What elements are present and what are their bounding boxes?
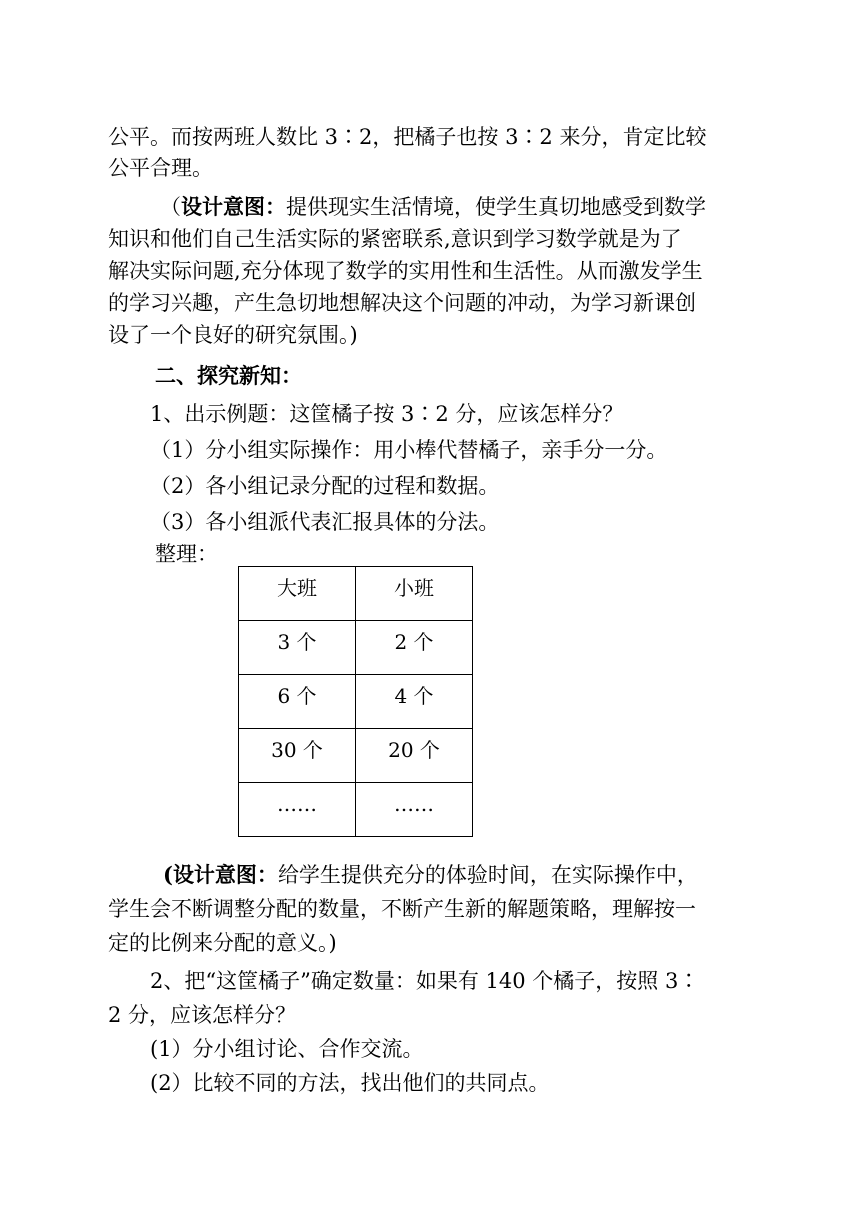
design-note-2-line-2: 学生会不断调整分配的数量，不断产生新的解题策略，理解按一 xyxy=(108,897,696,921)
step-2-sub-2: (2）比较不同的方法，找出他们的共同点。 xyxy=(150,1071,550,1095)
table-row xyxy=(239,675,473,729)
design-note-1-line-4: 的学习兴趣，产生急切地想解决这个问题的冲动，为学习新课创 xyxy=(108,291,696,315)
table-cell: 20 个 xyxy=(356,729,473,783)
design-note-1-open: （ xyxy=(160,195,181,219)
design-note-1-line-3: 解决实际问题,充分体现了数学的实用性和生活性。从而激发学生 xyxy=(108,259,703,283)
design-note-2-text: 给学生提供充分的体验时间，在实际操作中， xyxy=(277,863,698,887)
design-note-2-line-1 xyxy=(163,861,698,889)
table-header-cell: 大班 xyxy=(239,567,356,621)
table-row xyxy=(239,621,473,675)
section-heading: 二、探究新知： xyxy=(155,363,302,388)
distribution-table xyxy=(238,566,473,837)
table-row xyxy=(239,729,473,783)
step-2-line-2: 2 分，应该怎样分？ xyxy=(108,1003,297,1027)
design-note-1-text: 提供现实生活情境，使学生真切地感受到数学 xyxy=(286,195,706,219)
design-note-1-line-1 xyxy=(160,193,706,221)
table-header-cell: 小班 xyxy=(356,567,473,621)
step-1-sub-3: （3）各小组派代表汇报具体的分法。 xyxy=(150,510,500,534)
step-2-line-1: 2、把“这筐橘子”确定数量：如果有 140 个橘子，按照 3∶ xyxy=(150,969,700,993)
step-1-sub-1: （1）分小组实际操作：用小棒代替橘子，亲手分一分。 xyxy=(150,438,668,462)
step-1-title: 1、出示例题：这筐橘子按 3∶2 分，应该怎样分？ xyxy=(150,402,624,426)
table-cell: 4 个 xyxy=(356,675,473,729)
design-note-2-open: ( xyxy=(163,862,173,887)
table-cell: 3 个 xyxy=(239,621,356,675)
table-cell: …… xyxy=(239,783,356,837)
summary-label: 整理： xyxy=(155,542,218,566)
step-2-sub-1: (1）分小组讨论、合作交流。 xyxy=(150,1037,424,1061)
table-cell: 6 个 xyxy=(239,675,356,729)
table-cell: …… xyxy=(356,783,473,837)
design-note-2-label: 设计意图： xyxy=(172,862,278,887)
table-cell: 2 个 xyxy=(356,621,473,675)
table-header-row xyxy=(239,567,473,621)
intro-line-2: 公平合理。 xyxy=(108,156,213,180)
design-note-1-line-5: 设了一个良好的研究氛围。) xyxy=(108,323,358,347)
design-note-2-line-3: 定的比例来分配的意义。) xyxy=(108,931,337,955)
intro-line-1: 公平。而按两班人数比 3∶2，把橘子也按 3∶2 来分，肯定比较 xyxy=(108,125,707,149)
design-note-1-line-2: 知识和他们自己生活实际的紧密联系,意识到学习数学就是为了 xyxy=(108,227,682,251)
table-row xyxy=(239,783,473,837)
design-note-1-label: 设计意图： xyxy=(181,194,286,219)
step-1-sub-2: （2）各小组记录分配的过程和数据。 xyxy=(150,474,500,498)
table-cell: 30 个 xyxy=(239,729,356,783)
